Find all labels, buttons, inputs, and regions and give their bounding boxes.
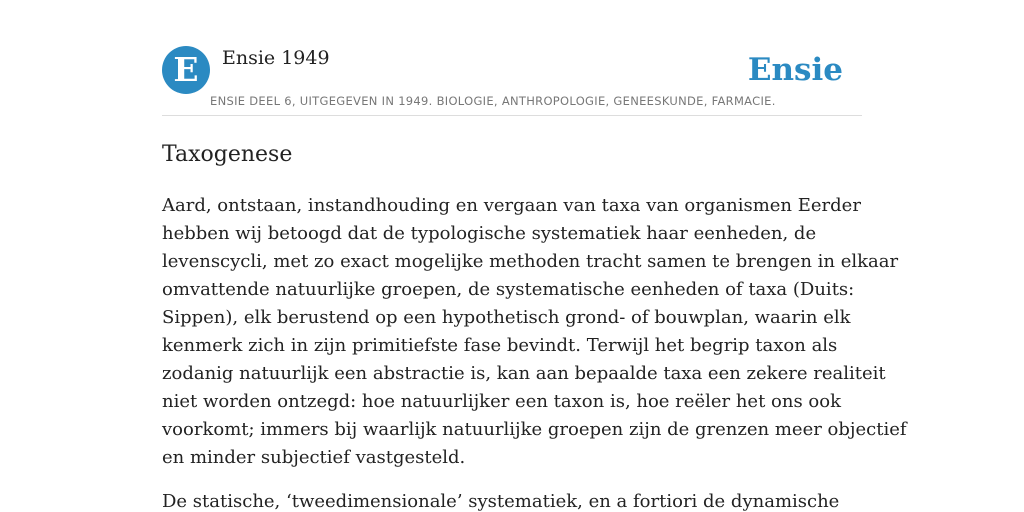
text-line: Sippen), elk berustend op een hypothetisch grond- of bouwplan, waarin elk: [162, 307, 851, 328]
article-body: [162, 192, 907, 512]
site-title[interactable]: Ensie 1949: [222, 47, 330, 69]
text-line: omvattende natuurlijke groepen, de systematische eenheden of taxa (Duits:: [162, 279, 855, 300]
brand-logo[interactable]: Ensie: [747, 52, 843, 88]
paragraph: [162, 192, 907, 472]
header: [162, 46, 862, 116]
text-line: levenscycli, met zo exact mogelijke methoden tracht samen te brengen in elkaar: [162, 251, 899, 272]
edition-subtitle: ENSIE DEEL 6, UITGEGEVEN IN 1949. BIOLOGIE, ANTHROPOLOGIE, GENEESKUNDE, FARMACIE.: [210, 94, 776, 108]
paragraph: [162, 488, 862, 512]
text-line: voorkomt; immers bij waarlijk natuurlijke groepen zijn de grenzen meer objectief: [162, 419, 907, 440]
text-line: niet worden ontzegd: hoe natuurlijker een taxon is, hoe reëler het ons ook: [162, 391, 841, 412]
text-line: kenmerk zich in zijn primitiefste fase bevindt. Terwijl het begrip taxon als: [162, 335, 838, 356]
text-line: De statische, ‘tweedimensionale’ systematiek, en a fortiori de dynamische: [162, 491, 840, 512]
text-line: hebben wij betoogd dat de typologische systematiek haar eenheden, de: [162, 223, 817, 244]
article-title: Taxogenese: [162, 142, 293, 167]
site-logo-icon[interactable]: E: [162, 46, 210, 94]
text-line: Aard, ontstaan, instandhouding en vergaan van taxa van organismen Eerder: [162, 195, 861, 216]
text-line: en minder subjectief vastgesteld.: [162, 447, 466, 468]
text-line: zodanig natuurlijk een abstractie is, kan aan bepaalde taxa een zekere realiteit: [162, 363, 886, 384]
